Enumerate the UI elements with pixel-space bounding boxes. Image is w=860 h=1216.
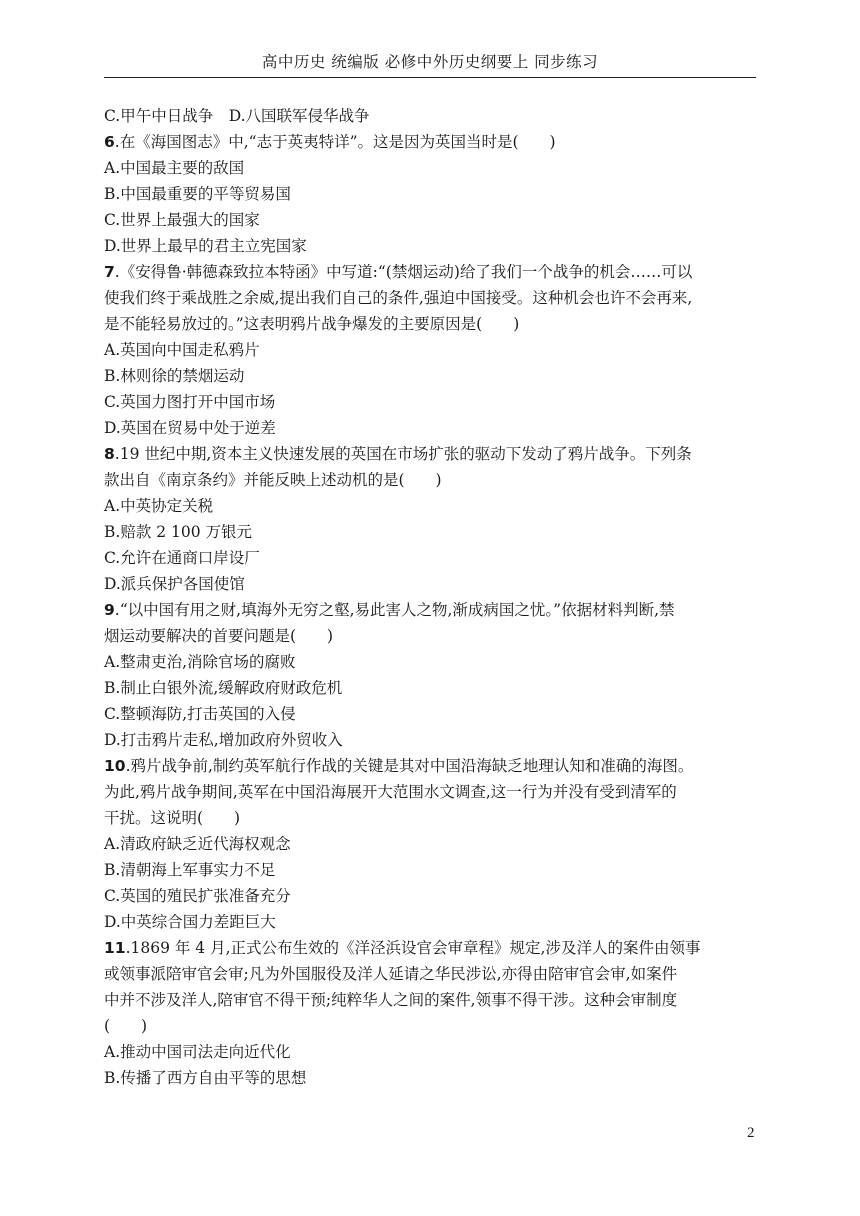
line-text: C.允许在通商口岸设厂 [104, 549, 260, 567]
text-line [104, 675, 764, 701]
text-line [104, 753, 764, 779]
question-number: 10 [104, 757, 126, 775]
line-text: B.赔款 2 100 万银元 [104, 523, 253, 541]
line-text: 使我们终于乘战胜之余威,提出我们自己的条件,强迫中国接受。这种机会也许不会再来, [104, 289, 693, 307]
question-number: 8 [104, 445, 115, 463]
text-line [104, 259, 764, 285]
text-line [104, 1065, 764, 1091]
question-number: 7 [104, 263, 115, 281]
line-text: 款出自《南京条约》并能反映上述动机的是( ) [104, 471, 442, 489]
line-text: 干扰。这说明( ) [104, 809, 241, 827]
text-line [104, 441, 764, 467]
line-text: 烟运动要解决的首要问题是( ) [104, 627, 334, 645]
text-line [104, 493, 764, 519]
text-line [104, 415, 764, 441]
text-line [104, 649, 764, 675]
line-text: A.整肃吏治,消除官场的腐败 [104, 653, 296, 671]
line-text: .在《海国图志》中,“志于英夷特详”。这是因为英国当时是( ) [114, 133, 556, 151]
page-header: 高中历史 统编版 必修中外历史纲要上 同步练习 [261, 53, 599, 71]
text-line [104, 779, 764, 805]
line-text: B.制止白银外流,缓解政府财政危机 [104, 679, 343, 697]
question-content [104, 103, 764, 1091]
line-text: 为此,鸦片战争期间,英军在中国沿海展开大范围水文调查,这一行为并没有受到清军的 [104, 783, 677, 801]
line-text: .《安得鲁·韩德森致拉本特函》中写道:“(禁烟运动)给了我们一个战争的机会……可以 [114, 263, 693, 281]
text-line [104, 623, 764, 649]
text-line [104, 597, 764, 623]
text-line [104, 909, 764, 935]
line-text: B.中国最重要的平等贸易国 [104, 185, 291, 203]
line-text: A.中国最主要的敌国 [104, 159, 245, 177]
text-line [104, 519, 764, 545]
text-line [104, 103, 764, 129]
line-text: C.甲午中日战争 D.八国联军侵华战争 [104, 107, 370, 125]
text-line [104, 727, 764, 753]
text-line [104, 961, 764, 987]
line-text: .鸦片战争前,制约英军航行作战的关键是其对中国沿海缺乏地理认知和准确的海图。 [125, 757, 694, 775]
text-line [104, 883, 764, 909]
line-text: D.英国在贸易中处于逆差 [104, 419, 276, 437]
line-text: 或领事派陪审官会审;凡为外国服役及洋人延请之华民涉讼,亦得由陪审官会审,如案件 [104, 965, 678, 983]
text-line [104, 805, 764, 831]
line-text: A.推动中国司法走向近代化 [104, 1043, 291, 1061]
line-text: .1869 年 4 月,正式公布生效的《洋泾浜设官会审章程》规定,涉及洋人的案件由领事 [125, 939, 701, 957]
line-text: B.林则徐的禁烟运动 [104, 367, 245, 385]
text-line [104, 233, 764, 259]
text-line [104, 935, 764, 961]
text-line [104, 207, 764, 233]
line-text: .“以中国有用之财,填海外无穷之壑,易此害人之物,渐成病国之忧。”依据材料判断,禁 [114, 601, 675, 619]
text-line [104, 363, 764, 389]
question-number: 6 [104, 133, 115, 151]
text-line [104, 545, 764, 571]
question-number: 11 [104, 939, 126, 957]
text-line [104, 389, 764, 415]
question-number: 9 [104, 601, 115, 619]
line-text: C.英国的殖民扩张准备充分 [104, 887, 291, 905]
line-text: C.世界上最强大的国家 [104, 211, 260, 229]
text-line [104, 129, 764, 155]
text-line [104, 467, 764, 493]
line-text: D.派兵保护各国使馆 [104, 575, 245, 593]
line-text: 中并不涉及洋人,陪审官不得干预;纯粹华人之间的案件,领事不得干涉。这种会审制度 [104, 991, 678, 1009]
line-text: A.中英协定关税 [104, 497, 214, 515]
text-line [104, 987, 764, 1013]
line-text: B.传播了西方自由平等的思想 [104, 1069, 307, 1087]
line-text: B.清朝海上军事实力不足 [104, 861, 276, 879]
line-text: D.世界上最早的君主立宪国家 [104, 237, 307, 255]
text-line [104, 1039, 764, 1065]
page-number: 2 [747, 1125, 755, 1141]
text-line [104, 337, 764, 363]
text-line [104, 311, 764, 337]
text-line [104, 285, 764, 311]
line-text: A.清政府缺乏近代海权观念 [104, 835, 291, 853]
line-text: C.英国力图打开中国市场 [104, 393, 276, 411]
line-text: 是不能轻易放过的。”这表明鸦片战争爆发的主要原因是( ) [104, 315, 520, 333]
text-line [104, 571, 764, 597]
text-line [104, 1013, 764, 1039]
text-line [104, 181, 764, 207]
line-text: C.整顿海防,打击英国的入侵 [104, 705, 296, 723]
text-line [104, 857, 764, 883]
line-text: D.中英综合国力差距巨大 [104, 913, 276, 931]
line-text: .19 世纪中期,资本主义快速发展的英国在市场扩张的驱动下发动了鸦片战争。下列条 [114, 445, 692, 463]
line-text: ( ) [104, 1017, 148, 1035]
text-line [104, 831, 764, 857]
text-line [104, 155, 764, 181]
line-text: D.打击鸦片走私,增加政府外贸收入 [104, 731, 343, 749]
line-text: A.英国向中国走私鸦片 [104, 341, 260, 359]
header-divider [104, 77, 756, 78]
text-line [104, 701, 764, 727]
